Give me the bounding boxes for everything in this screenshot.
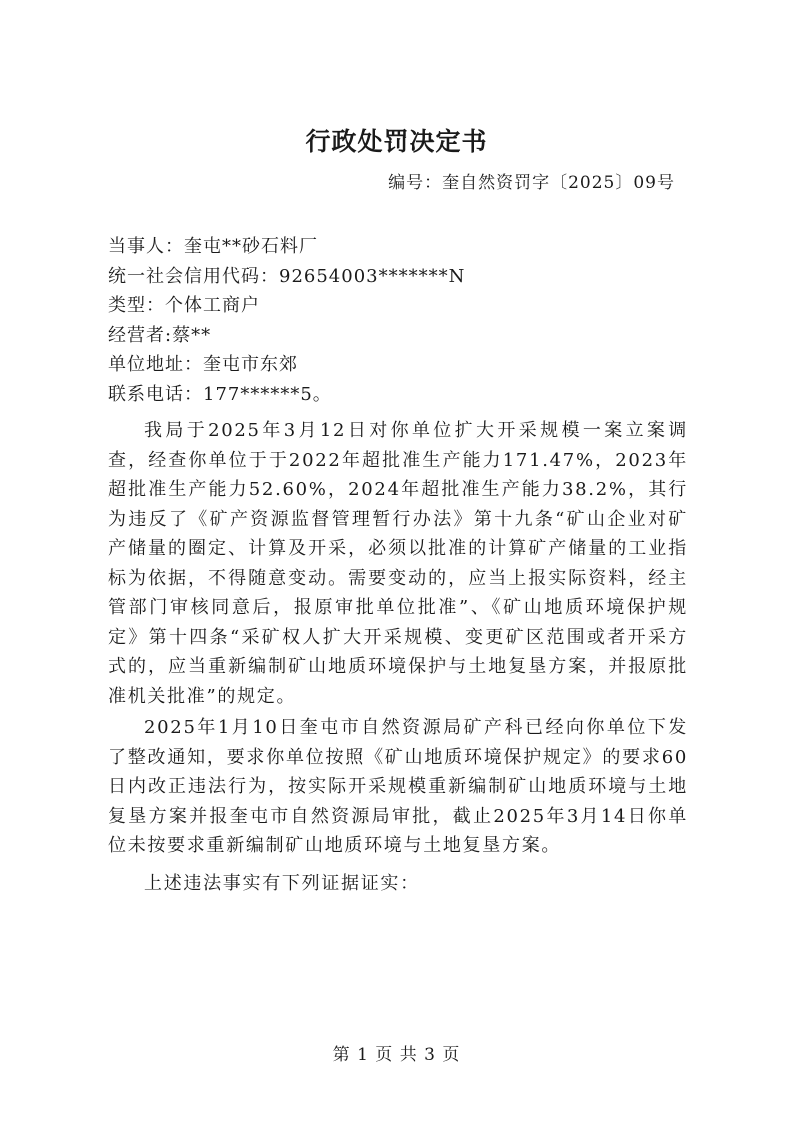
paragraph-rectification-notice: 2025年1月10日奎屯市自然资源局矿产科已经向你单位下发了整改通知，要求你单位按照《矿山地质环境保护规定》的要求60日内改正违法行为，按实际开采规模重新编制矿山地质环境与土地复垦方案并报奎屯市自然资源局审批，截止2025年3月14日你单位未按要求重新编制矿山地质环境与土地复垦方案。 [108,717,688,856]
paragraph-evidence-intro: 上述违法事实有下列证据证实： [144,872,420,894]
page-number: 第 1 页 共 3 页 [332,1045,461,1065]
contact-phone: 联系电话：177******5。 [108,383,332,405]
document-number: 编号：奎自然资罚字〔2025〕09号 [388,173,675,193]
operator: 经营者:蔡** [108,324,212,346]
party-info-block [108,232,688,409]
party-name: 当事人：奎屯**砂石料厂 [108,236,318,257]
paragraph-investigation: 我局于2025年3月12日对你单位扩大开采规模一案立案调查，经查你单位于于2022年超批准生产能力171.47%，2023年超批准生产能力52.60%，2024年超批准生产能力38.2%，其行为违反了《矿产资源监督管理暂行办法》第十九条“矿山企业对矿产储量的圈定、计算及开采，必须以批准的计算矿产储量的工业指标为依据，不得随意变动。需要变动的，应当上报实际资料，经主管部门审核同意后，报原审批单位批准”、《矿山地质环境保护规定》第十四条“采矿权人扩大开采规模、变更矿区范围或者开采方式的，应当重新编制矿山地质环境保护与土地复垦方案，并报原批准机关批准”的规定。 [108,420,688,707]
unit-address: 单位地址：奎屯市东郊 [108,354,298,375]
credit-code: 统一社会信用代码：92654003*******N [108,265,466,287]
decision-body [108,416,688,898]
business-type: 类型：个体工商户 [108,295,260,316]
document-title: 行政处罚决定书 [305,127,488,156]
